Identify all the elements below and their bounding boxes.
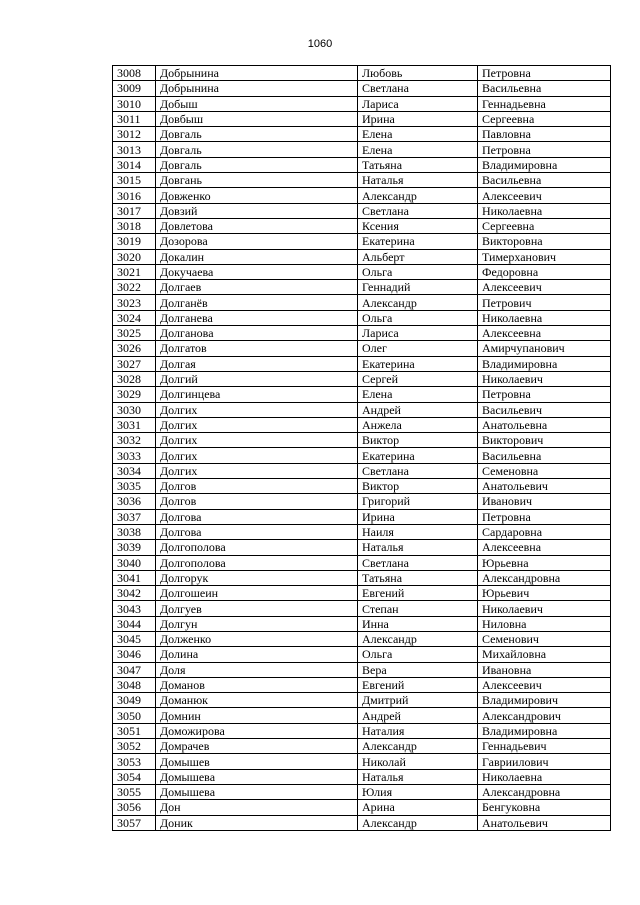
first-name-cell: Александр (358, 739, 478, 754)
first-name-cell: Евгений (358, 586, 478, 601)
last-name-cell: Домышева (156, 769, 358, 784)
record-number-cell: 3022 (113, 280, 156, 295)
last-name-cell: Долгошеин (156, 586, 358, 601)
table-row (113, 66, 611, 81)
record-number-cell: 3019 (113, 234, 156, 249)
last-name-cell: Доля (156, 662, 358, 677)
first-name-cell: Юлия (358, 784, 478, 799)
table-row (113, 494, 611, 509)
record-number-cell: 3021 (113, 264, 156, 279)
table-row (113, 647, 611, 662)
record-number-cell: 3035 (113, 479, 156, 494)
table-row (113, 784, 611, 799)
record-number-cell: 3029 (113, 387, 156, 402)
patronymic-cell: Алексеевна (478, 540, 611, 555)
first-name-cell: Александр (358, 815, 478, 830)
last-name-cell: Долганова (156, 326, 358, 341)
table-row (113, 815, 611, 830)
last-name-cell: Доманов (156, 677, 358, 692)
patronymic-cell: Сергеевна (478, 111, 611, 126)
record-number-cell: 3027 (113, 356, 156, 371)
patronymic-cell: Петровна (478, 142, 611, 157)
patronymic-cell: Анатольевна (478, 417, 611, 432)
patronymic-cell: Петровна (478, 387, 611, 402)
patronymic-cell: Александрович (478, 708, 611, 723)
patronymic-cell: Владимировна (478, 356, 611, 371)
record-number-cell: 3023 (113, 295, 156, 310)
patronymic-cell: Николаевич (478, 371, 611, 386)
last-name-cell: Долгих (156, 433, 358, 448)
table-row (113, 218, 611, 233)
table-row (113, 387, 611, 402)
record-number-cell: 3053 (113, 754, 156, 769)
first-name-cell: Ирина (358, 509, 478, 524)
table-row (113, 280, 611, 295)
table-row (113, 111, 611, 126)
last-name-cell: Долгун (156, 616, 358, 631)
record-number-cell: 3016 (113, 188, 156, 203)
table-row (113, 448, 611, 463)
patronymic-cell: Владимирович (478, 693, 611, 708)
table-row (113, 249, 611, 264)
record-number-cell: 3032 (113, 433, 156, 448)
patronymic-cell: Николаевна (478, 769, 611, 784)
patronymic-cell: Федоровна (478, 264, 611, 279)
table-row (113, 754, 611, 769)
table-row (113, 417, 611, 432)
patronymic-cell: Алексеевич (478, 280, 611, 295)
last-name-cell: Домрачев (156, 739, 358, 754)
first-name-cell: Екатерина (358, 448, 478, 463)
last-name-cell: Довгаль (156, 157, 358, 172)
patronymic-cell: Сергеевна (478, 218, 611, 233)
patronymic-cell: Бенгуковна (478, 800, 611, 815)
table-row (113, 433, 611, 448)
first-name-cell: Инна (358, 616, 478, 631)
first-name-cell: Наталья (358, 173, 478, 188)
first-name-cell: Ксения (358, 218, 478, 233)
patronymic-cell: Юрьевич (478, 586, 611, 601)
last-name-cell: Долгополова (156, 555, 358, 570)
patronymic-cell: Алексеевна (478, 326, 611, 341)
last-name-cell: Долгий (156, 371, 358, 386)
last-name-cell: Долгих (156, 402, 358, 417)
first-name-cell: Татьяна (358, 157, 478, 172)
last-name-cell: Дозорова (156, 234, 358, 249)
table-row (113, 570, 611, 585)
record-number-cell: 3028 (113, 371, 156, 386)
patronymic-cell: Николаевич (478, 601, 611, 616)
table-row (113, 463, 611, 478)
table-row (113, 723, 611, 738)
patronymic-cell: Сардаровна (478, 524, 611, 539)
record-number-cell: 3052 (113, 739, 156, 754)
table-row (113, 739, 611, 754)
record-number-cell: 3055 (113, 784, 156, 799)
first-name-cell: Виктор (358, 433, 478, 448)
table-row (113, 708, 611, 723)
last-name-cell: Добрынина (156, 66, 358, 81)
first-name-cell: Александр (358, 188, 478, 203)
last-name-cell: Домнин (156, 708, 358, 723)
table-row (113, 127, 611, 142)
record-number-cell: 3011 (113, 111, 156, 126)
record-number-cell: 3031 (113, 417, 156, 432)
last-name-cell: Домышев (156, 754, 358, 769)
last-name-cell: Долженко (156, 631, 358, 646)
record-number-cell: 3033 (113, 448, 156, 463)
first-name-cell: Альберт (358, 249, 478, 264)
patronymic-cell: Михайловна (478, 647, 611, 662)
record-number-cell: 3046 (113, 647, 156, 662)
first-name-cell: Степан (358, 601, 478, 616)
last-name-cell: Дон (156, 800, 358, 815)
record-number-cell: 3037 (113, 509, 156, 524)
first-name-cell: Григорий (358, 494, 478, 509)
last-name-cell: Довгань (156, 173, 358, 188)
patronymic-cell: Тимерханович (478, 249, 611, 264)
patronymic-cell: Петровна (478, 66, 611, 81)
record-number-cell: 3015 (113, 173, 156, 188)
record-number-cell: 3030 (113, 402, 156, 417)
table-row (113, 540, 611, 555)
last-name-cell: Долгих (156, 417, 358, 432)
last-name-cell: Долгов (156, 479, 358, 494)
table-row (113, 310, 611, 325)
first-name-cell: Светлана (358, 555, 478, 570)
record-number-cell: 3008 (113, 66, 156, 81)
last-name-cell: Долганева (156, 310, 358, 325)
patronymic-cell: Алексеевич (478, 677, 611, 692)
table-row (113, 341, 611, 356)
patronymic-cell: Петрович (478, 295, 611, 310)
last-name-cell: Довгаль (156, 142, 358, 157)
first-name-cell: Ольга (358, 310, 478, 325)
first-name-cell: Екатерина (358, 234, 478, 249)
table-row (113, 769, 611, 784)
record-number-cell: 3048 (113, 677, 156, 692)
patronymic-cell: Петровна (478, 509, 611, 524)
record-number-cell: 3026 (113, 341, 156, 356)
record-number-cell: 3045 (113, 631, 156, 646)
patronymic-cell: Викторовна (478, 234, 611, 249)
table-row (113, 800, 611, 815)
record-number-cell: 3054 (113, 769, 156, 784)
patronymic-cell: Владимировна (478, 723, 611, 738)
last-name-cell: Долгова (156, 509, 358, 524)
last-name-cell: Докалин (156, 249, 358, 264)
patronymic-cell: Викторович (478, 433, 611, 448)
last-name-cell: Долгая (156, 356, 358, 371)
table-row (113, 326, 611, 341)
record-number-cell: 3050 (113, 708, 156, 723)
last-name-cell: Долгов (156, 494, 358, 509)
patronymic-cell: Ниловна (478, 616, 611, 631)
table-row (113, 81, 611, 96)
patronymic-cell: Николаевна (478, 310, 611, 325)
table-row (113, 264, 611, 279)
table-row (113, 524, 611, 539)
table-row (113, 616, 611, 631)
last-name-cell: Долганёв (156, 295, 358, 310)
table-row (113, 157, 611, 172)
record-number-cell: 3036 (113, 494, 156, 509)
first-name-cell: Александр (358, 295, 478, 310)
patronymic-cell: Васильевна (478, 173, 611, 188)
first-name-cell: Светлана (358, 81, 478, 96)
last-name-cell: Долгуев (156, 601, 358, 616)
table-row (113, 555, 611, 570)
last-name-cell: Долгова (156, 524, 358, 539)
last-name-cell: Докучаева (156, 264, 358, 279)
last-name-cell: Добыш (156, 96, 358, 111)
last-name-cell: Добрынина (156, 81, 358, 96)
patronymic-cell: Геннадьевна (478, 96, 611, 111)
last-name-cell: Довбыш (156, 111, 358, 126)
first-name-cell: Дмитрий (358, 693, 478, 708)
patronymic-cell: Ивановна (478, 662, 611, 677)
last-name-cell: Долгинцева (156, 387, 358, 402)
last-name-cell: Долгих (156, 463, 358, 478)
last-name-cell: Доманюк (156, 693, 358, 708)
table-row (113, 693, 611, 708)
first-name-cell: Анжела (358, 417, 478, 432)
last-name-cell: Довженко (156, 188, 358, 203)
record-number-cell: 3012 (113, 127, 156, 142)
table-row (113, 662, 611, 677)
first-name-cell: Светлана (358, 203, 478, 218)
first-name-cell: Вера (358, 662, 478, 677)
first-name-cell: Лариса (358, 326, 478, 341)
record-number-cell: 3025 (113, 326, 156, 341)
last-name-cell: Довзий (156, 203, 358, 218)
first-name-cell: Виктор (358, 479, 478, 494)
first-name-cell: Арина (358, 800, 478, 815)
patronymic-cell: Васильевна (478, 81, 611, 96)
record-number-cell: 3056 (113, 800, 156, 815)
record-number-cell: 3044 (113, 616, 156, 631)
record-number-cell: 3014 (113, 157, 156, 172)
first-name-cell: Екатерина (358, 356, 478, 371)
last-name-cell: Долгаев (156, 280, 358, 295)
patronymic-cell: Амирчупанович (478, 341, 611, 356)
first-name-cell: Наиля (358, 524, 478, 539)
table-row (113, 96, 611, 111)
last-name-cell: Довгаль (156, 127, 358, 142)
table-row (113, 142, 611, 157)
table-row (113, 371, 611, 386)
table-row (113, 295, 611, 310)
first-name-cell: Андрей (358, 708, 478, 723)
patronymic-cell: Семенович (478, 631, 611, 646)
patronymic-cell: Анатольевич (478, 479, 611, 494)
first-name-cell: Наталья (358, 540, 478, 555)
record-number-cell: 3017 (113, 203, 156, 218)
table-row (113, 402, 611, 417)
table-row (113, 677, 611, 692)
table-row (113, 356, 611, 371)
table-row (113, 631, 611, 646)
patronymic-cell: Павловна (478, 127, 611, 142)
last-name-cell: Долгорук (156, 570, 358, 585)
table-row (113, 188, 611, 203)
record-number-cell: 3043 (113, 601, 156, 616)
first-name-cell: Наталья (358, 769, 478, 784)
record-number-cell: 3047 (113, 662, 156, 677)
first-name-cell: Александр (358, 631, 478, 646)
first-name-cell: Николай (358, 754, 478, 769)
first-name-cell: Татьяна (358, 570, 478, 585)
last-name-cell: Доник (156, 815, 358, 830)
record-number-cell: 3051 (113, 723, 156, 738)
first-name-cell: Елена (358, 387, 478, 402)
table-row (113, 479, 611, 494)
last-name-cell: Долгих (156, 448, 358, 463)
patronymic-cell: Александровна (478, 784, 611, 799)
last-name-cell: Довлетова (156, 218, 358, 233)
patronymic-cell: Васильевна (478, 448, 611, 463)
record-number-cell: 3042 (113, 586, 156, 601)
patronymic-cell: Семеновна (478, 463, 611, 478)
first-name-cell: Евгений (358, 677, 478, 692)
first-name-cell: Андрей (358, 402, 478, 417)
table-row (113, 509, 611, 524)
patronymic-cell: Юрьевна (478, 555, 611, 570)
first-name-cell: Олег (358, 341, 478, 356)
patronymic-cell: Геннадьевич (478, 739, 611, 754)
first-name-cell: Елена (358, 142, 478, 157)
record-number-cell: 3040 (113, 555, 156, 570)
first-name-cell: Любовь (358, 66, 478, 81)
last-name-cell: Долина (156, 647, 358, 662)
first-name-cell: Ирина (358, 111, 478, 126)
record-number-cell: 3049 (113, 693, 156, 708)
table-row (113, 203, 611, 218)
name-registry-table (112, 65, 611, 831)
record-number-cell: 3020 (113, 249, 156, 264)
first-name-cell: Геннадий (358, 280, 478, 295)
record-number-cell: 3024 (113, 310, 156, 325)
patronymic-cell: Николаевна (478, 203, 611, 218)
page-number: 1060 (307, 38, 333, 50)
record-number-cell: 3009 (113, 81, 156, 96)
patronymic-cell: Александровна (478, 570, 611, 585)
last-name-cell: Долгополова (156, 540, 358, 555)
first-name-cell: Ольга (358, 647, 478, 662)
patronymic-cell: Алексеевич (478, 188, 611, 203)
record-number-cell: 3013 (113, 142, 156, 157)
patronymic-cell: Иванович (478, 494, 611, 509)
table-row (113, 173, 611, 188)
first-name-cell: Светлана (358, 463, 478, 478)
record-number-cell: 3034 (113, 463, 156, 478)
table-row (113, 586, 611, 601)
patronymic-cell: Гавриилович (478, 754, 611, 769)
patronymic-cell: Анатольевич (478, 815, 611, 830)
record-number-cell: 3010 (113, 96, 156, 111)
record-number-cell: 3057 (113, 815, 156, 830)
first-name-cell: Наталия (358, 723, 478, 738)
patronymic-cell: Васильевич (478, 402, 611, 417)
first-name-cell: Сергей (358, 371, 478, 386)
first-name-cell: Елена (358, 127, 478, 142)
first-name-cell: Лариса (358, 96, 478, 111)
table-row (113, 234, 611, 249)
record-number-cell: 3018 (113, 218, 156, 233)
record-number-cell: 3041 (113, 570, 156, 585)
table-row (113, 601, 611, 616)
record-number-cell: 3039 (113, 540, 156, 555)
last-name-cell: Домышева (156, 784, 358, 799)
first-name-cell: Ольга (358, 264, 478, 279)
record-number-cell: 3038 (113, 524, 156, 539)
last-name-cell: Долгатов (156, 341, 358, 356)
patronymic-cell: Владимировна (478, 157, 611, 172)
last-name-cell: Доможирова (156, 723, 358, 738)
